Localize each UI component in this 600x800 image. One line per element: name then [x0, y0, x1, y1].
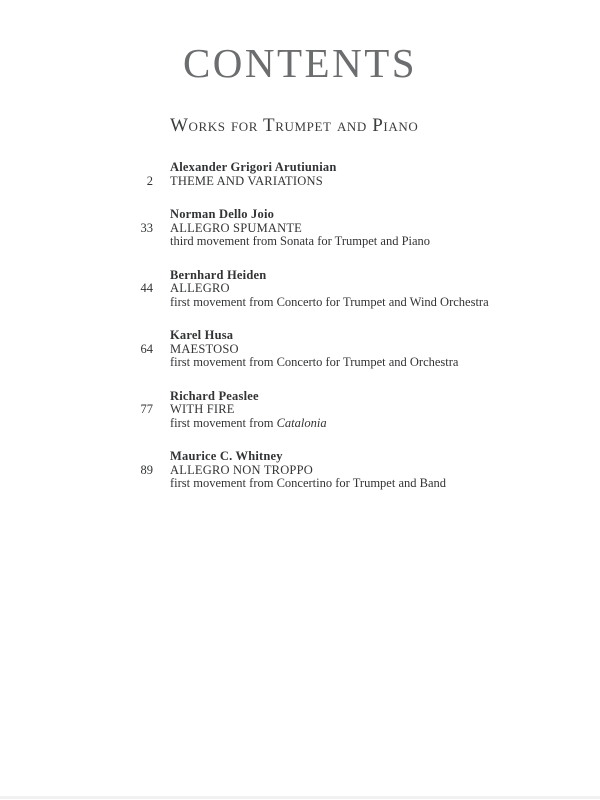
section-heading: Works for Trumpet and Piano	[170, 115, 419, 136]
entry-title: ALLEGRO	[170, 281, 230, 295]
entry-page-number: 33	[140, 220, 153, 235]
entry-composer: Bernhard Heiden	[170, 267, 267, 282]
entry-subtitle-text: first movement from Concertino for Trumpet and Band	[170, 476, 447, 490]
contents-entry	[0, 161, 600, 188]
entry-subtitle	[170, 296, 489, 310]
entry-page-number: 89	[140, 462, 153, 477]
contents-entry	[0, 269, 600, 310]
contents-list	[0, 161, 600, 491]
entry-subtitle	[170, 235, 430, 249]
entry-body	[170, 329, 458, 370]
entry-composer: Norman Dello Joio	[170, 207, 275, 221]
entry-page-number: 44	[140, 281, 153, 295]
entry-subtitle	[170, 356, 458, 370]
contents-entry	[0, 390, 600, 431]
entry-composer: Maurice C. Whitney	[170, 449, 283, 463]
entry-subtitle-text: third movement from Sonata for Trumpet and Piano	[170, 234, 431, 248]
entry-title: ALLEGRO SPUMANTE	[170, 220, 303, 235]
entry-title: THEME AND VARIATIONS	[170, 173, 323, 188]
entry-subtitle-italic: Catalonia	[276, 415, 327, 430]
entry-title: MAESTOSO	[170, 341, 239, 356]
contents-entry	[0, 450, 600, 491]
entry-composer: Karel Husa	[170, 328, 234, 342]
contents-entry	[0, 208, 600, 249]
entry-page-number: 2	[146, 173, 153, 188]
entry-page-number: 77	[140, 402, 153, 416]
entry-composer: Richard Peaslee	[170, 388, 259, 403]
entry-subtitle-text: first movement from Concerto for Trumpet and Orchestra	[170, 355, 459, 369]
entry-subtitle-text: first movement from	[170, 415, 277, 430]
entry-subtitle	[170, 417, 327, 431]
contents-entry	[0, 329, 600, 370]
entry-body	[170, 208, 430, 249]
page-bottom-edge	[0, 796, 600, 799]
entry-subtitle	[170, 477, 446, 491]
entry-body	[170, 450, 446, 491]
entry-subtitle-text: first movement from Concerto for Trumpet and Wind Orchestra	[170, 294, 489, 309]
entry-body	[170, 390, 327, 431]
page-title: CONTENTS	[182, 40, 418, 86]
entry-title: WITH FIRE	[170, 402, 235, 416]
entry-body	[170, 161, 337, 188]
entry-page-number: 64	[140, 341, 153, 356]
entry-composer: Alexander Grigori Arutiunian	[170, 160, 337, 174]
entry-title: ALLEGRO NON TROPPO	[170, 462, 313, 477]
entry-body	[170, 269, 489, 310]
